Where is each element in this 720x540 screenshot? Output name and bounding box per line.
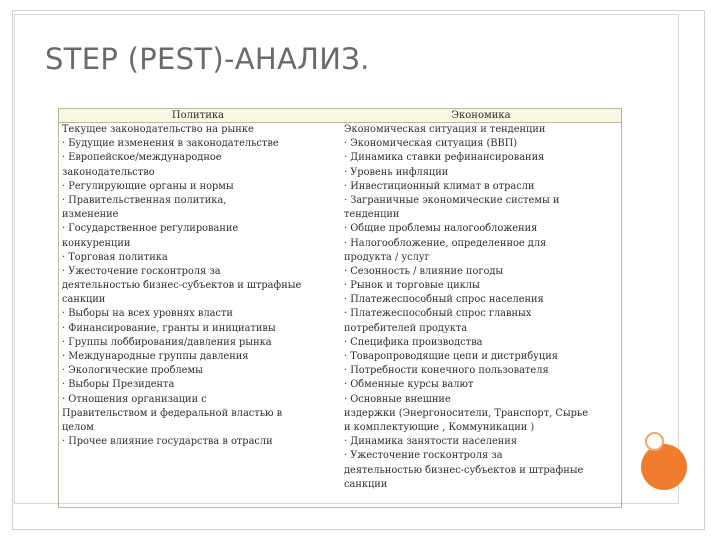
decorative-circle-ring <box>645 432 664 451</box>
left-line: · Прочее влияние государства в отрасли <box>62 436 273 448</box>
left-line: конкуренции <box>62 237 131 249</box>
right-line: издержки (Энергоносители, Транспорт, Сырье <box>344 407 589 419</box>
left-line: Правительством и федеральной властью в <box>62 407 283 419</box>
right-line: · Платежеспособный спрос главных <box>344 308 532 320</box>
economics-column <box>342 109 622 492</box>
right-line: · Ужесточение госконтроля за <box>344 450 503 462</box>
right-line: · Динамика ставки рефинансирования <box>344 152 545 164</box>
right-line: · Заграничные экономические системы и <box>344 194 560 206</box>
right-line: и комплектующие , Коммуникации ) <box>344 421 535 433</box>
left-line: · Торговая политика <box>62 251 168 263</box>
left-line: · Международные группы давления <box>62 351 249 362</box>
right-line: · Рынок и торговые циклы <box>344 280 480 292</box>
left-line: · Группы лоббирования/давления рынка <box>62 336 272 348</box>
right-line: · Общие проблемы налогообложения <box>344 223 538 235</box>
politics-header: Политика <box>171 110 225 121</box>
right-line: деятельностью бизнес-субъектов и штрафные <box>344 464 584 476</box>
right-line: тенденции <box>344 209 400 221</box>
right-line: Экономическая ситуация и тенденции <box>344 124 546 135</box>
left-line: · Регулирующие органы и нормы <box>62 180 234 192</box>
left-line: изменение <box>62 209 119 221</box>
right-line: · Товаропроводящие цепи и дистрибуция <box>344 351 558 362</box>
right-line: · Потребности конечного пользователя <box>344 365 549 377</box>
right-line: · Динамика занятости населения <box>344 436 518 448</box>
right-line: · Налогообложение, определенное для <box>344 237 547 249</box>
left-line: целом <box>62 421 94 433</box>
decorative-circle-large <box>641 444 687 490</box>
left-line: · Выборы на всех уровнях власти <box>62 308 233 320</box>
right-line: · Основные внешние <box>344 393 451 405</box>
left-line: законодательство <box>62 166 155 178</box>
left-line: · Отношения организации с <box>62 393 207 405</box>
economics-header: Экономика <box>451 110 511 121</box>
left-line: · Ужесточение госконтроля за <box>62 265 221 277</box>
left-line: Текущее законодательство на рынке <box>62 124 254 135</box>
left-line: · Будущие изменения в законодательстве <box>62 138 279 150</box>
left-line: · Правительственная политика, <box>62 194 227 206</box>
left-line: · Экологические проблемы <box>62 365 203 377</box>
pest-table <box>58 108 622 508</box>
right-line: · Инвестиционный климат в отрасли <box>344 180 535 192</box>
left-line: · Финансирование, гранты и инициативы <box>62 322 276 334</box>
right-line: · Платежеспособный спрос населения <box>344 294 544 306</box>
right-line: санкции <box>344 478 388 490</box>
right-line: продукта / услуг <box>344 251 430 263</box>
left-line: · Европейское/международное <box>62 152 222 164</box>
left-line: · Государственное регулирование <box>62 223 239 235</box>
politics-column <box>59 109 336 449</box>
right-line: потребителей продукта <box>344 322 468 334</box>
left-line: деятельностью бизнес-субъектов и штрафные <box>62 280 302 292</box>
left-line: · Выборы Президента <box>62 379 175 391</box>
right-line: · Сезонность / влияние погоды <box>344 265 504 277</box>
right-line: · Специфика производства <box>344 336 483 348</box>
right-line: · Экономическая ситуация (ВВП) <box>344 138 518 150</box>
left-line: санкции <box>62 294 106 306</box>
right-line: · Обменные курсы валют <box>344 379 474 391</box>
right-line: · Уровень инфляции <box>344 166 449 178</box>
slide-title: STEP (PEST)-АНАЛИЗ. <box>45 42 370 76</box>
